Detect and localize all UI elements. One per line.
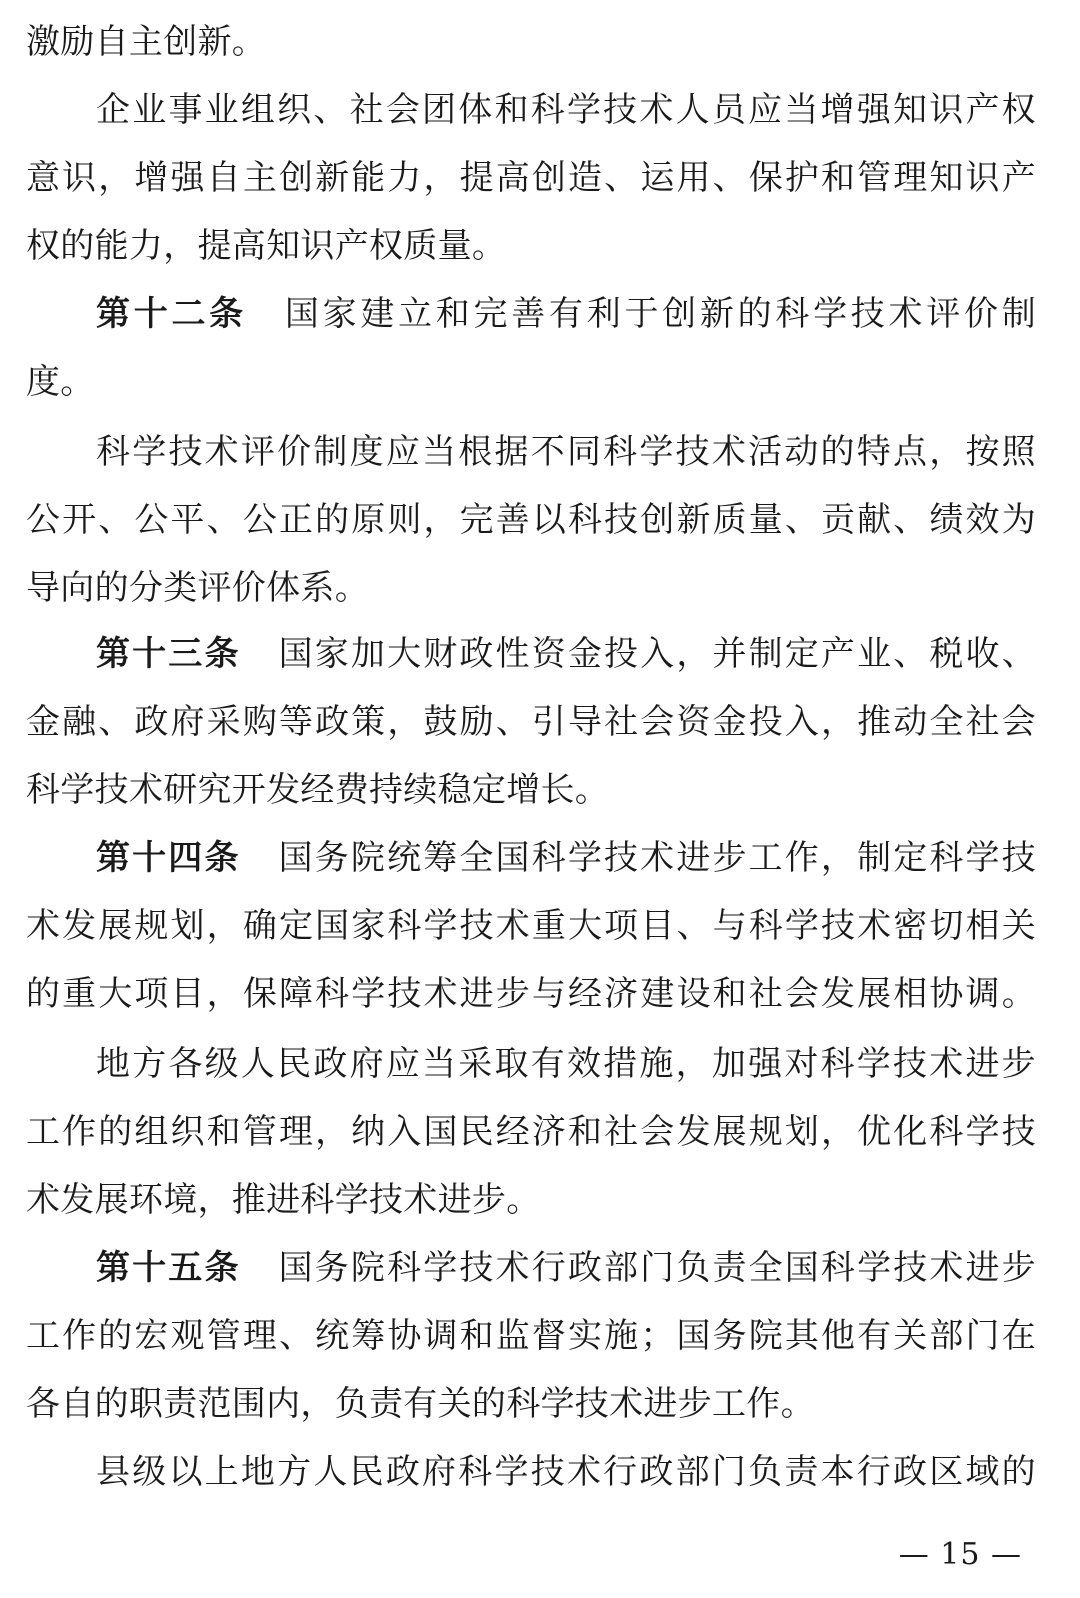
paragraph-line: 公开、公平、公正的原则，完善以科技创新质量、贡献、绩效为 xyxy=(26,500,1036,540)
paragraph-line: 度。 xyxy=(26,362,95,402)
paragraph-line: 导向的分类评价体系。 xyxy=(26,568,369,608)
article-line xyxy=(26,620,1036,688)
paragraph-line: 县级以上地方人民政府科学技术行政部门负责本行政区域的 xyxy=(96,1452,1036,1492)
paragraph-line: 工作的组织和管理，纳入国民经济和社会发展规划，优化科学技 xyxy=(26,1112,1036,1152)
article-line xyxy=(26,1234,1036,1302)
paragraph-line: 意识，增强自主创新能力，提高创造、运用、保护和管理知识产 xyxy=(26,158,1036,198)
paragraph-line: 权的能力，提高知识产权质量。 xyxy=(26,226,507,266)
text-line: 激励自主创新。 xyxy=(26,22,267,62)
article-number: 第十五条 xyxy=(96,1248,241,1288)
paragraph-line: 地方各级人民政府应当采取有效措施，加强对科学技术进步 xyxy=(96,1044,1036,1084)
article-line xyxy=(26,280,1036,348)
article-text: 国家建立和完善有利于创新的科学技术评价制 xyxy=(284,294,1036,334)
paragraph-line: 科学技术研究开发经费持续稳定增长。 xyxy=(26,770,610,810)
article-number: 第十四条 xyxy=(96,838,241,878)
article-number: 第十三条 xyxy=(96,634,241,674)
paragraph-line: 术发展环境，推进科学技术进步。 xyxy=(26,1180,541,1220)
page-number: — 15 — xyxy=(898,1537,1022,1572)
paragraph-line: 金融、政府采购等政策，鼓励、引导社会资金投入，推动全社会 xyxy=(26,702,1036,742)
paragraph-line: 科学技术评价制度应当根据不同科学技术活动的特点，按照 xyxy=(96,432,1036,472)
article-text: 国家加大财政性资金投入，并制定产业、税收、 xyxy=(278,634,1036,674)
article-text: 国务院科学技术行政部门负责全国科学技术进步 xyxy=(278,1248,1036,1288)
paragraph-line: 企业事业组织、社会团体和科学技术人员应当增强知识产权 xyxy=(96,90,1036,130)
article-number: 第十二条 xyxy=(96,294,247,334)
paragraph-line: 各自的职责范围内，负责有关的科学技术进步工作。 xyxy=(26,1384,815,1424)
paragraph-line: 的重大项目，保障科学技术进步与经济建设和社会发展相协调。 xyxy=(26,974,1036,1014)
paragraph-line: 术发展规划，确定国家科学技术重大项目、与科学技术密切相关 xyxy=(26,906,1036,946)
article-text: 国务院统筹全国科学技术进步工作，制定科学技 xyxy=(278,838,1036,878)
article-line xyxy=(26,824,1036,892)
paragraph-line: 工作的宏观管理、统筹协调和监督实施；国务院其他有关部门在 xyxy=(26,1316,1036,1356)
